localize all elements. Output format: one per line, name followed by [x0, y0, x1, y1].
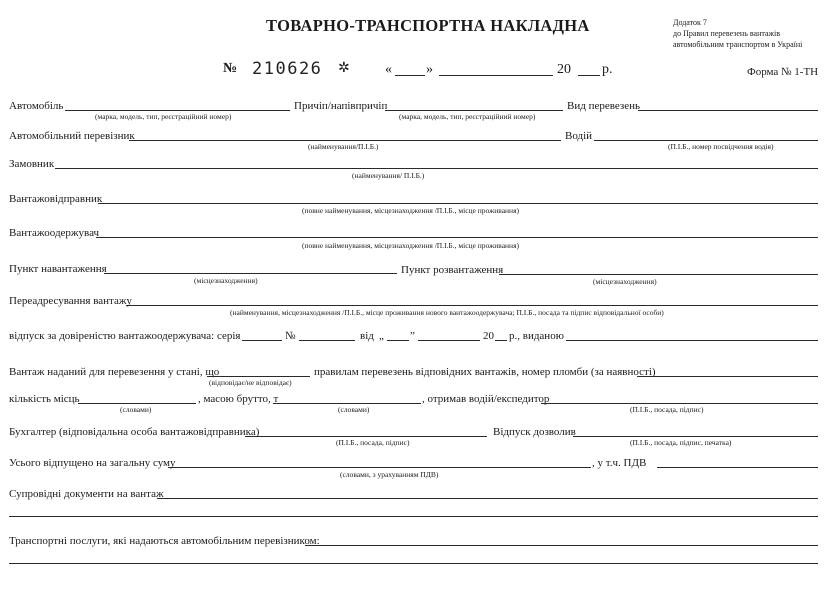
proxy-number-field[interactable]: [299, 340, 355, 341]
date-year-prefix: 20: [557, 62, 571, 77]
serial-number: 210626: [252, 59, 323, 79]
form-title: ТОВАРНО-ТРАНСПОРТНА НАКЛАДНА: [266, 16, 590, 35]
release-hint: (П.І.Б., посада, підпис, печатка): [630, 438, 732, 447]
shipper-field[interactable]: [98, 203, 818, 204]
cargo-state-hint: (відповідає/не відповідає): [209, 378, 292, 387]
gross-weight-hint: (словами): [338, 405, 370, 414]
redirect-field[interactable]: [126, 305, 818, 306]
documents-field[interactable]: [157, 498, 818, 499]
services-label: Транспортні послуги, які надаються автомобільним перевізником:: [9, 535, 320, 547]
carrier-label: Автомобільний перевізник: [9, 130, 135, 142]
consignee-hint: (повне найменування, місцезнаходження /П.І.Б., місце проживання): [302, 241, 520, 250]
vat-field[interactable]: [657, 467, 818, 468]
cargo-state-field[interactable]: [207, 376, 310, 377]
customer-label: Замовник: [9, 158, 55, 170]
unloading-point-hint: (місцезнаходження): [593, 277, 657, 286]
accountant-field[interactable]: [245, 436, 487, 437]
appendix-line-2: до Правил перевезень вантажів: [673, 29, 781, 38]
appendix-line-3: автомобільним транспортом в Україні: [673, 40, 803, 49]
driver-label: Водій: [565, 130, 593, 142]
date-month-field[interactable]: [439, 75, 553, 76]
vehicle-hint: (марка, модель, тип, реєстраційний номер): [95, 112, 232, 121]
services-field[interactable]: [305, 545, 818, 546]
documents-label: Супровідні документи на вантаж: [9, 488, 164, 500]
vehicle-field[interactable]: [65, 110, 290, 111]
transport-type-field[interactable]: [638, 110, 818, 111]
customer-hint: (найменування/ П.І.Б.): [352, 171, 425, 180]
consignee-field[interactable]: [96, 237, 818, 238]
shipper-hint: (повне найменування, місцезнаходження /П.І.Б., місце проживання): [302, 206, 520, 215]
date-day-field[interactable]: [395, 75, 425, 76]
date-quote-open: «: [385, 62, 392, 77]
proxy-day-field[interactable]: [387, 340, 409, 341]
proxy-year-field[interactable]: [495, 340, 507, 341]
unloading-point-field[interactable]: [499, 274, 818, 275]
driver-field[interactable]: [594, 140, 818, 141]
form-number: Форма № 1-ТН: [747, 66, 819, 78]
date-quote-close: »: [426, 62, 433, 77]
documents-field-2[interactable]: [9, 516, 818, 517]
proxy-from-label: від: [360, 330, 374, 342]
services-field-2[interactable]: [9, 563, 818, 564]
accountant-hint: (П.І.Б., посада, підпис): [336, 438, 410, 447]
trailer-label: Причіп/напівпричіп: [294, 100, 388, 112]
gross-weight-label: , масою брутто, т: [198, 393, 279, 405]
proxy-number-sign: №: [285, 330, 296, 342]
consignee-label: Вантажоодержувач: [9, 227, 100, 239]
places-label: кількість місць: [9, 393, 80, 405]
received-by-field[interactable]: [541, 403, 818, 404]
release-label: Відпуск дозволив: [493, 426, 576, 438]
vat-label: , у т.ч. ПДВ: [592, 457, 647, 469]
cargo-state-label: Вантаж наданий для перевезення у стані, що: [9, 366, 220, 378]
proxy-label: відпуск за довіреністю вантажоодержувача: серія: [9, 330, 241, 342]
accountant-label: Бухгалтер (відповідальна особа вантажовідправника): [9, 426, 260, 438]
cargo-state-rules: правилам перевезень відповідних вантажів, номер пломби (за наявності): [314, 366, 656, 378]
total-sum-field[interactable]: [168, 467, 591, 468]
proxy-quote-open: „: [379, 330, 384, 342]
transport-type-label: Вид перевезень: [567, 100, 640, 112]
received-by-hint: (П.І.Б., посада, підпис): [630, 405, 704, 414]
trailer-hint: (марка, модель, тип, реєстраційний номер): [399, 112, 536, 121]
trailer-field[interactable]: [385, 110, 563, 111]
proxy-year-prefix: 20: [483, 330, 494, 342]
total-sum-label: Усього відпущено на загальну суму: [9, 457, 176, 469]
received-by-label: , отримав водій/експедитор: [422, 393, 550, 405]
shipper-label: Вантажовідправник: [9, 193, 103, 205]
proxy-month-field[interactable]: [418, 340, 480, 341]
gross-weight-field[interactable]: [273, 403, 421, 404]
loading-point-hint: (місцезнаходження): [194, 276, 258, 285]
star-mark: ✲: [338, 61, 350, 76]
release-field[interactable]: [573, 436, 818, 437]
places-field[interactable]: [78, 403, 196, 404]
total-sum-hint: (словами, з урахуванням ПДВ): [340, 470, 439, 479]
proxy-issued-field[interactable]: [566, 340, 818, 341]
driver-hint: (П.І.Б., номер посвідчення водія): [668, 142, 774, 151]
proxy-quote-close: ”: [410, 330, 415, 342]
customer-field[interactable]: [55, 168, 818, 169]
date-year-field[interactable]: [578, 75, 600, 76]
carrier-field[interactable]: [129, 140, 561, 141]
proxy-series-field[interactable]: [242, 340, 282, 341]
proxy-issued-label: р., виданою: [509, 330, 564, 342]
seal-number-field[interactable]: [637, 376, 818, 377]
appendix-line-1: Додаток 7: [673, 18, 707, 27]
unloading-point-label: Пункт розвантаження: [401, 264, 504, 276]
redirect-hint: (найменування, місцезнаходження /П.І.Б., місце проживання нового вантажоодержувача; П.І.Б., посада та підпис відповідальної особи): [230, 308, 664, 317]
places-hint: (словами): [120, 405, 152, 414]
loading-point-field[interactable]: [104, 273, 397, 274]
date-year-suffix: р.: [602, 62, 613, 77]
carrier-hint: (найменування/П.І.Б.): [308, 142, 379, 151]
number-sign: №: [223, 61, 238, 76]
redirect-label: Переадресування вантажу: [9, 295, 132, 307]
vehicle-label: Автомобіль: [9, 100, 64, 112]
loading-point-label: Пункт навантаження: [9, 263, 107, 275]
